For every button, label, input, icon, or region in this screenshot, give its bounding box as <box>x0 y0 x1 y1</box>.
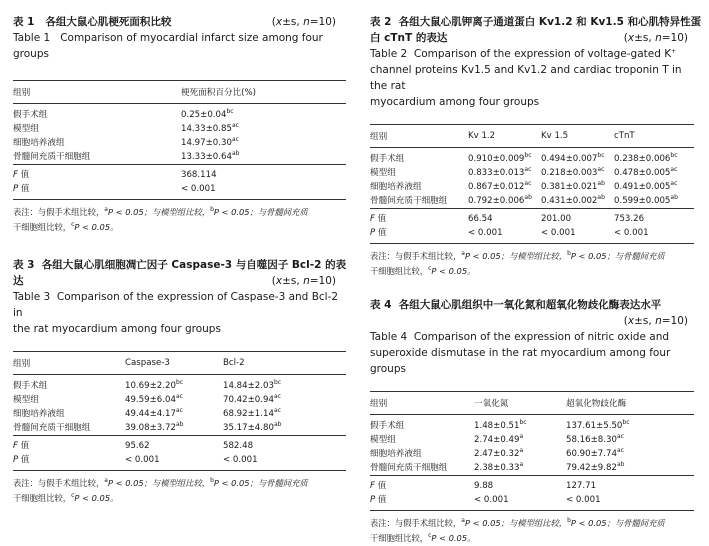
table3-block <box>13 257 346 506</box>
table-row: 假手术组 0.910±0.009$^{bc}$ 0.494±0.007$^{bc}$ 0.238±0.006$^{bc}$ <box>370 152 678 164</box>
table-row: 模型组 0.833±0.013$^{ac}$ 0.218±0.003$^{ac}$ 0.478±0.005$^{ac}$ <box>370 166 678 178</box>
table-row: 假手术组 1.48±0.51$^{bc}$ 137.61±5.50$^{bc}$ <box>370 419 630 431</box>
table-row: 模型组 2.74±0.49$^a$ 58.16±8.30$^{ac}$ <box>370 433 624 445</box>
table1-p-row: P 值 < 0.001 <box>13 182 346 200</box>
table-row: 假手术组 10.69±2.20$^{bc}$ 14.84±2.03$^{bc}$ <box>13 379 282 391</box>
table-row: 模型组 49.59±6.04$^{ac}$ 70.42±0.94$^{ac}$ <box>13 393 281 405</box>
table-row: 细胞培养液组 0.867±0.012$^{ac}$ 0.381±0.021$^{ab}$ 0.491±0.005$^{ac}$ <box>370 180 678 192</box>
table1-label-en: Table 1 <box>13 32 51 44</box>
table2-title-en: Table 2 Comparison of the expression of voltage-gated K+ channel proteins Kv1.5 and Kv1.2 and cardiac troponin T in the rat myocardium among four groups <box>370 48 682 108</box>
table3-p-row: P 值 < 0.001 < 0.001 <box>13 453 346 471</box>
table4-stat: (x±s, n=10) <box>623 315 688 327</box>
table1-title-en <box>13 30 346 62</box>
table4 <box>370 391 694 511</box>
table1-caption-cn: 各组大鼠心肌梗死面积比较 <box>45 16 172 28</box>
table1-label-cn: 表 1 <box>13 16 35 28</box>
table1-header-row <box>13 81 346 104</box>
table1-stat: (x±s, n=10) <box>271 16 336 28</box>
table3-note: 表注：与假手术组比较，$^a$P < 0.05；与模型组比较，$^b$P < 0.05；与骨髓间充质 干细胞组比较，$^c$P < 0.05。 <box>13 477 308 503</box>
table1-title-cn <box>13 14 346 30</box>
table2-p-row: P 值 < 0.001 < 0.001 < 0.001 <box>370 226 694 244</box>
right-column <box>370 0 702 546</box>
table4-block <box>370 297 694 546</box>
table-row: 骨髓间充质干细胞组 13.33±0.64$^{ab}$ <box>13 150 240 162</box>
table2-block <box>370 0 702 279</box>
table-row: 骨髓间充质干细胞组 39.08±3.72$^{ab}$ 35.17±4.80$^{ab}$ <box>13 421 282 433</box>
table4-f-row: F 值 9.88 127.71 <box>370 476 694 494</box>
table1-f-row: F 值 368.114 <box>13 165 346 183</box>
table4-p-row: P 值 < 0.001 < 0.001 <box>370 493 694 511</box>
table2-title-cn: 表 2 各组大鼠心肌钾离子通道蛋白 Kv1.2 和 Kv1.5 和心肌特异性蛋 白 cTnT 的表达 (x±s, n=10) <box>370 16 702 44</box>
table1-note: 表注：与假手术组比较，$^a$P < 0.05；与模型组比较，$^b$P < 0.05；与骨髓间充质 干细胞组比较，$^c$P < 0.05。 <box>13 206 308 232</box>
table2-f-row: F 值 66.54 201.00 753.26 <box>370 209 694 227</box>
table-row: 细胞培养液组 14.97±0.30$^{ac}$ <box>13 136 239 148</box>
table3-header-row: 组别 Caspase-3 Bcl-2 <box>13 352 346 375</box>
table-row: 细胞培养液组 2.47±0.32$^a$ 60.90±7.74$^{ac}$ <box>370 447 624 459</box>
table2-header-row: 组别 Kv 1.2 Kv 1.5 cTnT <box>370 125 694 148</box>
table1-header-group: 组别 <box>13 81 181 104</box>
table1-caption-en: Comparison of myocardial infarct size among four groups <box>13 32 323 60</box>
table-row: 模型组 14.33±0.85$^{ac}$ <box>13 122 239 134</box>
table1-header-infarct: 梗死面积百分比(%) <box>181 81 346 104</box>
table1 <box>13 80 346 200</box>
table2-note: 表注：与假手术组比较，$^a$P < 0.05；与模型组比较，$^b$P < 0.05；与骨髓间充质 干细胞组比较，$^c$P < 0.05。 <box>370 250 665 276</box>
table4-header-row: 组别 一氧化氮 超氧化物歧化酶 <box>370 392 694 415</box>
table-row: 骨髓间充质干细胞组 0.792±0.006$^{ab}$ 0.431±0.002$^{ab}$ 0.599±0.005$^{ab}$ <box>370 194 678 206</box>
table3-f-row: F 值 95.62 582.48 <box>13 436 346 454</box>
table-row: 骨髓间充质干细胞组 2.38±0.33$^a$ 79.42±9.82$^{ab}$ <box>370 461 625 473</box>
table-row: 假手术组 0.25±0.04$^{bc}$ <box>13 108 234 120</box>
table-row: 细胞培养液组 49.44±4.17$^{ac}$ 68.92±1.14$^{ac}$ <box>13 407 281 419</box>
table3 <box>13 351 346 471</box>
table1-block <box>13 0 346 235</box>
table3-title-cn: 表 3 各组大鼠心肌细胞凋亡因子 Caspase-3 与自噬因子 Bcl-2 的表 达 (x±s, n=10) <box>13 259 347 287</box>
table4-title-en: Table 4 Comparison of the expression of nitric oxide and superoxide dismutase in the rat myocardium among four groups <box>370 331 671 375</box>
table4-title-cn: 表 4 各组大鼠心肌组织中一氧化氮和超氧化物歧化酶表达水平 <box>370 299 662 311</box>
table3-title-en: Table 3 Comparison of the expression of Caspase-3 and Bcl-2 in the rat myocardium among four groups <box>13 291 339 335</box>
table2 <box>370 124 694 244</box>
table4-note: 表注：与假手术组比较，$^a$P < 0.05；与模型组比较，$^b$P < 0.05；与骨髓间充质 干细胞组比较，$^c$P < 0.05。 <box>370 517 665 543</box>
left-column <box>13 0 346 506</box>
